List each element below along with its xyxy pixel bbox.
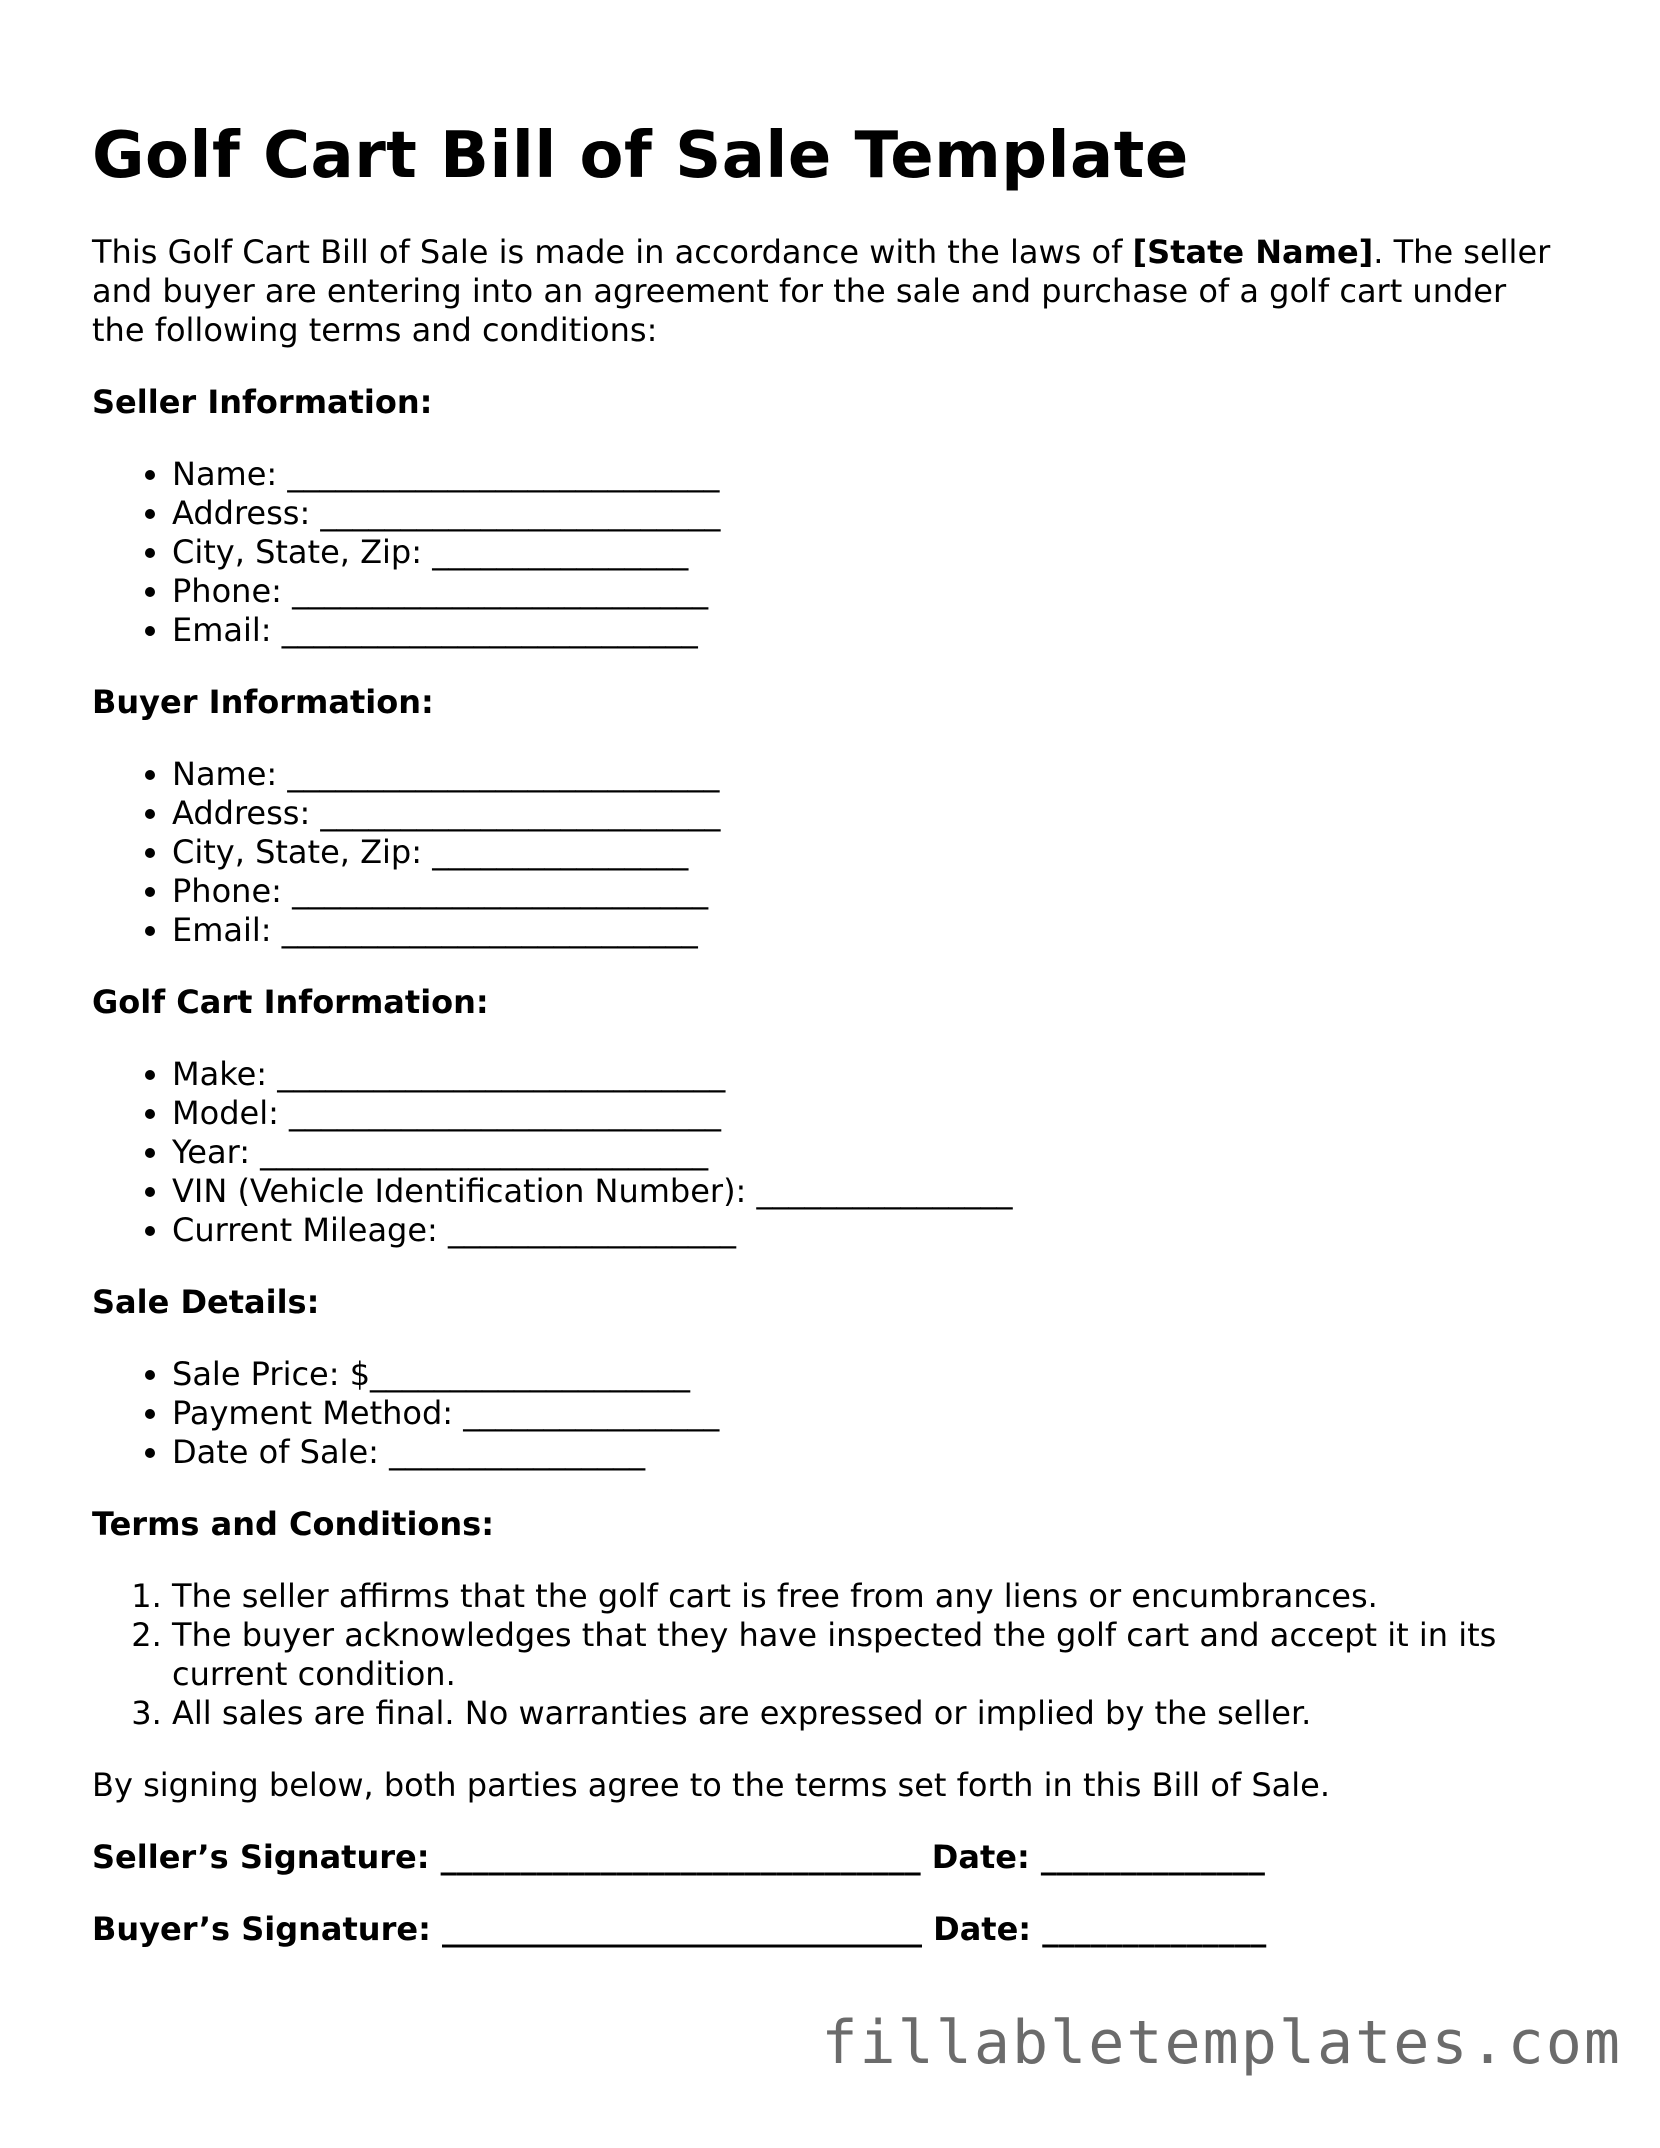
cart-year-field[interactable]: • Year: ____________________________ [172, 1133, 1582, 1172]
cart-info-heading: Golf Cart Information: [92, 983, 489, 1021]
buyer-signature-line[interactable]: Buyer’s Signature: ______________________________ Date: ______________ [92, 1910, 1267, 1948]
watermark-logo: fillabletemplates.com [821, 2008, 1622, 2078]
payment-method-field[interactable]: • Payment Method: ________________ [172, 1394, 1582, 1433]
cart-vin-field[interactable]: • VIN (Vehicle Identification Number): ________________ [172, 1172, 1582, 1211]
buyer-address-field[interactable]: • Address: _________________________ [172, 794, 1582, 833]
intro-paragraph [92, 233, 1562, 350]
seller-email-field[interactable]: • Email: __________________________ [172, 611, 1582, 650]
intro-text-start: This Golf Cart Bill of Sale is made in accordance with the laws of [92, 233, 1133, 271]
seller-name-field[interactable]: • Name: ___________________________ [172, 455, 1582, 494]
terms-item: 1. The seller affirms that the golf cart is free from any liens or encumbrances. [172, 1577, 1582, 1616]
sale-details-list [92, 1355, 1582, 1472]
buyer-email-field[interactable]: • Email: __________________________ [172, 911, 1582, 950]
buyer-name-field[interactable]: • Name: ___________________________ [172, 755, 1582, 794]
sale-price-field[interactable]: • Sale Price: $____________________ [172, 1355, 1582, 1394]
closing-statement: By signing below, both parties agree to the terms set forth in this Bill of Sale. [92, 1766, 1331, 1804]
buyer-info-heading: Buyer Information: [92, 683, 434, 721]
buyer-info-list [92, 755, 1582, 950]
seller-phone-field[interactable]: • Phone: __________________________ [172, 572, 1582, 611]
intro-text-end: . The seller and buyer are entering into an agreement for the sale and purchase of a golf cart under the following terms and conditions: [92, 233, 1551, 349]
seller-signature-line[interactable]: Seller’s Signature: ______________________________ Date: ______________ [92, 1838, 1265, 1876]
seller-info-heading: Seller Information: [92, 383, 433, 421]
sale-details-heading: Sale Details: [92, 1283, 320, 1321]
state-name-placeholder: [State Name] [1132, 233, 1374, 271]
seller-city-state-zip-field[interactable]: • City, State, Zip: ________________ [172, 533, 1582, 572]
cart-mileage-field[interactable]: • Current Mileage: __________________ [172, 1211, 1582, 1250]
terms-item: 3. All sales are final. No warranties are expressed or implied by the seller. [172, 1694, 1582, 1733]
seller-info-list [92, 455, 1582, 650]
buyer-city-state-zip-field[interactable]: • City, State, Zip: ________________ [172, 833, 1582, 872]
terms-item: 2. The buyer acknowledges that they have inspected the golf cart and accept it in its current condition. [172, 1616, 1582, 1694]
terms-list [92, 1577, 1582, 1733]
document-page [92, 0, 1582, 1949]
cart-model-field[interactable]: • Model: ___________________________ [172, 1094, 1582, 1133]
date-of-sale-field[interactable]: • Date of Sale: ________________ [172, 1433, 1582, 1472]
buyer-phone-field[interactable]: • Phone: __________________________ [172, 872, 1582, 911]
cart-make-field[interactable]: • Make: ____________________________ [172, 1055, 1582, 1094]
terms-heading: Terms and Conditions: [92, 1505, 495, 1543]
cart-info-list [92, 1055, 1582, 1250]
seller-address-field[interactable]: • Address: _________________________ [172, 494, 1582, 533]
page-title: Golf Cart Bill of Sale Template [92, 119, 1189, 193]
